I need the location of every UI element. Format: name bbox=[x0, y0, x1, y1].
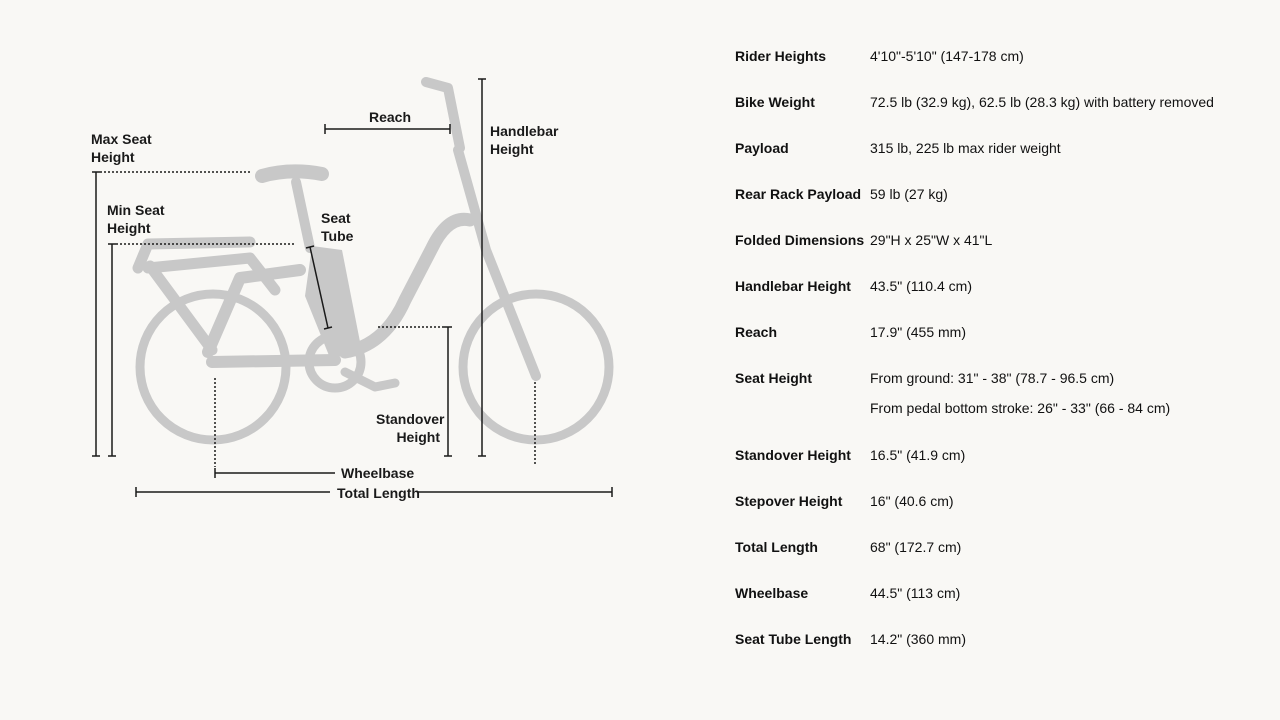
spec-value bbox=[870, 539, 961, 569]
down-tube bbox=[345, 219, 470, 352]
spec-value bbox=[870, 324, 966, 354]
spec-label: Payload bbox=[735, 140, 789, 156]
spec-value-line: 29"H x 25"W x 41"L bbox=[870, 232, 993, 248]
spec-label: Seat Tube Length bbox=[735, 631, 852, 647]
spec-value-line: From pedal bottom stroke: 26" - 33" (66 - 84 cm) bbox=[870, 400, 1171, 416]
spec-value-line: 16" (40.6 cm) bbox=[870, 493, 954, 509]
spec-value bbox=[870, 370, 1170, 430]
min-seat-height-label: Min Seat Height bbox=[107, 202, 165, 236]
spec-value-line: 14.2" (360 mm) bbox=[870, 631, 967, 647]
spec-label: Folded Dimensions bbox=[735, 232, 865, 248]
spec-label: Seat Height bbox=[735, 370, 813, 386]
spec-label: Reach bbox=[735, 324, 778, 340]
spec-value-line: 315 lb, 225 lb max rider weight bbox=[870, 140, 1061, 156]
spec-value-line: 68" (172.7 cm) bbox=[870, 539, 962, 555]
total-length-label: Total Length bbox=[337, 485, 420, 501]
spec-label: Total Length bbox=[735, 539, 818, 555]
handlebar-height-label: Handlebar Height bbox=[490, 123, 559, 157]
spec-value-line: 43.5" (110.4 cm) bbox=[870, 278, 972, 294]
reach-label: Reach bbox=[369, 109, 412, 125]
wheelbase-label: Wheelbase bbox=[341, 465, 415, 481]
spec-label: Stepover Height bbox=[735, 493, 843, 509]
spec-label: Wheelbase bbox=[735, 585, 809, 601]
spec-value bbox=[870, 278, 972, 308]
spec-value-line: 72.5 lb (32.9 kg), 62.5 lb (28.3 kg) with battery removed bbox=[870, 94, 1214, 110]
wheelbase-line bbox=[215, 468, 335, 478]
seat-tube-label: Seat Tube bbox=[321, 210, 354, 244]
spec-label: Bike Weight bbox=[735, 94, 815, 110]
spec-value bbox=[870, 48, 1024, 78]
seat-post bbox=[296, 182, 310, 248]
spec-value bbox=[870, 140, 1061, 170]
spec-value bbox=[870, 186, 948, 216]
spec-value bbox=[870, 94, 1214, 124]
spec-label: Standover Height bbox=[735, 447, 851, 463]
spec-label: Rear Rack Payload bbox=[735, 186, 862, 202]
saddle bbox=[262, 171, 322, 176]
spec-value-line: 59 lb (27 kg) bbox=[870, 186, 948, 202]
spec-label: Rider Heights bbox=[735, 48, 827, 64]
min-seat-height-line bbox=[108, 244, 116, 456]
standover-height-line bbox=[444, 327, 452, 456]
spec-value bbox=[870, 585, 960, 615]
spec-value-line: 44.5" (113 cm) bbox=[870, 585, 961, 601]
spec-value-line: From ground: 31" - 38" (78.7 - 96.5 cm) bbox=[870, 370, 1115, 386]
spec-value bbox=[870, 631, 966, 661]
spec-value bbox=[870, 493, 954, 523]
spec-value-line: 4'10"-5'10" (147-178 cm) bbox=[870, 48, 1024, 64]
max-seat-height-line bbox=[92, 172, 100, 456]
spec-value bbox=[870, 232, 992, 262]
spec-value-line: 16.5" (41.9 cm) bbox=[870, 447, 966, 463]
handlebar-height-line bbox=[478, 79, 486, 456]
spec-label: Handlebar Height bbox=[735, 278, 851, 294]
standover-height-label: Standover Height bbox=[376, 411, 445, 445]
handlebar-stem bbox=[426, 82, 460, 148]
spec-value bbox=[870, 447, 965, 477]
max-seat-height-label: Max Seat Height bbox=[91, 131, 152, 165]
spec-value-line: 17.9" (455 mm) bbox=[870, 324, 967, 340]
